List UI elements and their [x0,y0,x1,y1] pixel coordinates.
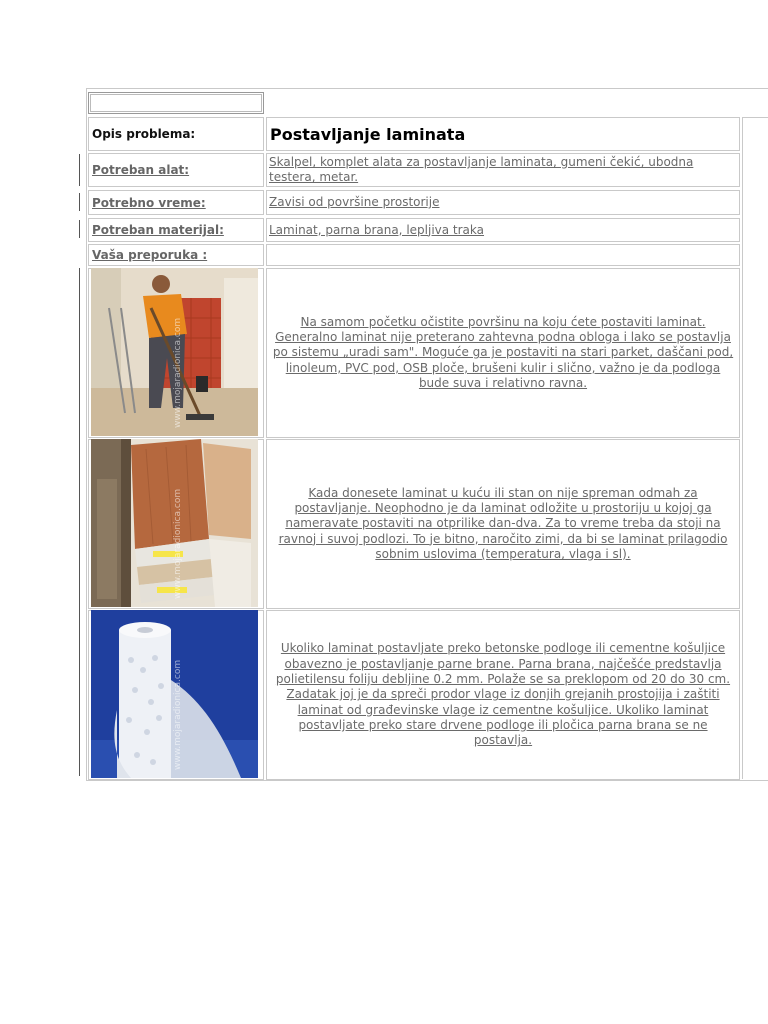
right-edge-cell [742,117,768,779]
tools-label[interactable]: Potreban alat: [88,153,264,187]
step-1-image [91,268,258,436]
time-label[interactable]: Potrebno vreme: [88,190,264,215]
watermark: www.mojaradionica.com [173,659,183,770]
empty-header-cell-inner [90,94,262,112]
table-bottom-border [86,780,768,781]
material-value[interactable]: Laminat, parna brana, lepljiva traka [266,218,740,242]
left-bar [79,220,80,238]
tools-value[interactable]: Skalpel, komplet alata za postavljanje laminata, gumeni čekić, ubodna testera, metar. [266,153,740,187]
watermark: www.mojaradionica.com [173,317,183,428]
step-3-text[interactable]: Ukoliko laminat postavljate preko betonske podloge ili cementne košuljice obavezno je postavljanje parne brane. Parna brana, najčešće predstavlja polietilensu foliju debljine 0.2 mm. Polaže se sa preklopom od 20 do 30 cm. Zadatak joj je da spreči prodor vlage iz donjih grejanih prostojija i zaštiti laminat od građevinske vlage iz cementne košuljice. Ukoliko laminat postavljate preko stare drvene podloge ili pločica parna brana se ne postavlja. [266,610,740,780]
watermark: www.mojaradionica.com [173,488,183,599]
left-bar [79,268,80,776]
step-3-image [91,610,258,778]
left-bar [79,154,80,186]
step-2-text[interactable]: Kada donesete laminat u kuću ili stan on nije spreman odmah za postavljanje. Neophodno je da laminat odložite u prostoriju u kojoj ga nameravate postaviti na otprilike dan-dva. Za to vreme treba da stoji na ravnoj i suvoj podlozi. To je bitno, naročito zimi, da bi se laminat prilagodio sobnim uslovima (temperatura, vlaga i sl). [266,439,740,609]
problem-label: Opis problema: [88,117,264,151]
step-2-image [91,439,258,607]
step-1-text[interactable]: Na samom početku očistite površinu na koju ćete postaviti laminat. Generalno laminat nije preterano zahtevna podna obloga i lako se postavlja po sistemu „uradi sam". Moguće ga je postaviti na stari parket, daščani pod, linoleum, PVC pod, OSB ploče, brušeni kulir i slično, važno je da podloga bude suva i relativno ravna. [266,268,740,438]
page-title: Postavljanje laminata [266,117,740,151]
recommendation-label[interactable]: Vaša preporuka : [88,244,264,266]
recommendation-value[interactable] [266,244,740,266]
time-value[interactable]: Zavisi od površine prostorije [266,190,740,215]
material-label[interactable]: Potreban materijal: [88,218,264,242]
left-bar [79,193,80,211]
